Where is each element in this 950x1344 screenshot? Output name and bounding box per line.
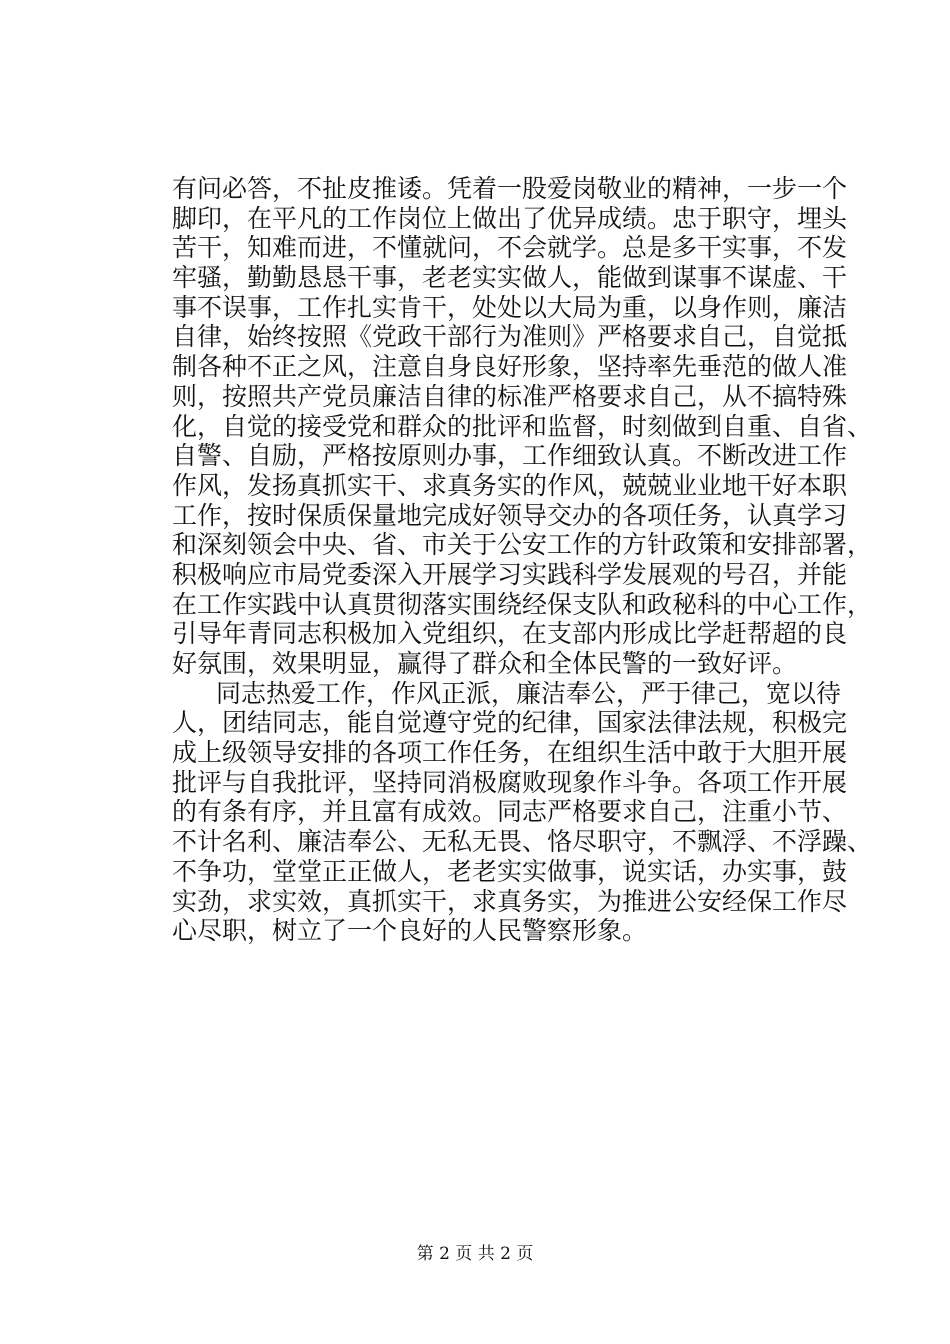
text-line: 则，按照共产党员廉洁自律的标准严格要求自己，从不搞特殊 — [172, 381, 848, 411]
text-line: 工作，按时保质保量地完成好领导交办的各项任务，认真学习 — [172, 500, 848, 530]
text-line: 作风，发扬真抓实干、求真务实的作风，兢兢业业地干好本职 — [172, 470, 848, 500]
body-text — [172, 174, 873, 946]
text-line: 引导年青同志积极加入党组织，在支部内形成比学赶帮超的良 — [172, 619, 848, 649]
text-line: 人，团结同志，能自觉遵守党的纪律，国家法律法规，积极完 — [172, 708, 848, 738]
text-line: 有问必答，不扯皮推诿。凭着一股爱岗敬业的精神，一步一个 — [172, 174, 848, 203]
text-line: 不计名利、廉洁奉公、无私无畏、恪尽职守，不飘浮、不浮躁、 — [172, 827, 873, 857]
text-line: 化，自觉的接受党和群众的批评和监督，时刻做到自重、自省、 — [172, 411, 873, 441]
text-line: 在工作实践中认真贯彻落实围绕经保支队和政秘科的中心工作， — [172, 589, 873, 619]
text-line: 成上级领导安排的各项工作任务，在组织生活中敢于大胆开展 — [172, 738, 848, 768]
text-line: 事不误事，工作扎实肯干，处处以大局为重，以身作则，廉洁 — [172, 292, 848, 322]
text-line: 牢骚，勤勤恳恳干事，老老实实做人，能做到谋事不谋虚、干 — [172, 263, 848, 293]
text-line: 实劲，求实效，真抓实干，求真务实，为推进公安经保工作尽 — [172, 886, 848, 916]
text-line: 不争功，堂堂正正做人，老老实实做事，说实话，办实事，鼓 — [172, 856, 848, 886]
text-line: 积极响应市局党委深入开展学习实践科学发展观的号召，并能 — [172, 559, 848, 589]
text-line: 自律，始终按照《党政干部行为准则》严格要求自己，自觉抵 — [172, 322, 848, 352]
text-line: 制各种不正之风，注意自身良好形象，坚持率先垂范的做人准 — [172, 352, 848, 382]
paragraph-first-line: 同志热爱工作，作风正派，廉洁奉公，严于律己，宽以待 — [216, 678, 842, 708]
text-line: 脚印，在平凡的工作岗位上做出了优异成绩。忠于职守，埋头 — [172, 203, 848, 233]
text-line: 的有条有序，并且富有成效。同志严格要求自己，注重小节、 — [172, 797, 848, 827]
text-line: 和深刻领会中央、省、市关于公安工作的方针政策和安排部署， — [172, 530, 873, 560]
text-line: 批评与自我批评，坚持同消极腐败现象作斗争。各项工作开展 — [172, 767, 848, 797]
text-line: 好氛围，效果明显，赢得了群众和全体民警的一致好评。 — [172, 649, 798, 678]
text-line: 自警、自励，严格按原则办事，工作细致认真。不断改进工作 — [172, 441, 848, 471]
page-number-label: 第 2 页 共 2 页 — [416, 1244, 534, 1264]
text-line: 苦干，知难而进，不懂就问，不会就学。总是多干实事，不发 — [172, 233, 848, 263]
page-footer — [0, 1243, 950, 1265]
text-line: 心尽职，树立了一个良好的人民警察形象。 — [172, 916, 648, 946]
